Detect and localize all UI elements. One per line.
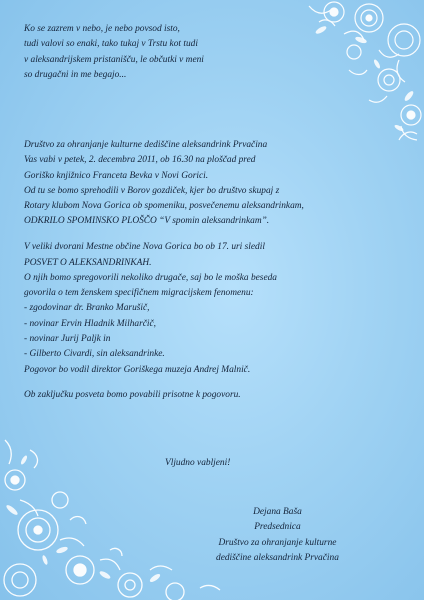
invitation-line: Društvo za ohranjanje kulturne dediščine aleksandrink Prvačina [24,140,268,150]
invitation-body [24,138,304,404]
poem-line: so drugačni in me begajo... [24,69,127,80]
invitation-line: govorila o tem ženskem specifičnem migracijskem fenomenu: [24,288,254,299]
signature-org: dediščine aleksandrink Prvačina [216,552,339,563]
invitation-line: POSVET O ALEKSANDRINKAH. [24,257,152,268]
opening-poem [24,22,204,83]
poem-line: Ko se zazrem v nebo, je nebo povsod isto, [24,24,180,34]
invitation-line: O njih bomo spregovorili nekoliko drugače, saj bo le moška beseda [24,272,277,283]
paragraph-gap [24,230,304,241]
invitation-line: Goriško knjižnico Franceta Bevka v Novi Gorici. [24,170,209,181]
closing-greeting: Vljudno vabljeni! [165,458,231,468]
invitation-line: - Gilberto Civardi, sin aleksandrinke. [24,349,165,360]
invitation-line: - novinar Ervin Hladnik Milharčič, [24,318,157,329]
poem-line: v aleksandrijskem pristanišču, le občutki v meni [24,54,204,65]
invitation-line: Vas vabi v petek, 2. decembra 2011, ob 16.30 na ploščad pred [24,155,256,166]
invitation-line: V veliki dvorani Mestne občine Nova Gorica bo ob 17. uri sledil [24,242,265,253]
paragraph-gap [24,378,304,389]
signature-name: Dejana Baša [253,507,302,517]
signature-role: Predsednica [254,522,301,533]
invitation-line: Pogovor bo vodil direktor Goriškega muzeja Andrej Malnič. [24,364,251,375]
floral-decoration-bottom-left [0,410,230,600]
signature-org: Društvo za ohranjanje kulturne [218,537,337,548]
invitation-line: Od tu se bomo sprehodili v Borov gozdiček, kjer bo društvo skupaj z [24,185,280,196]
invitation-line: Ob zaključku posveta bomo povabili prisotne k pogovoru. [24,390,241,401]
invitation-line: - novinar Jurij Paljk in [24,334,111,345]
signature-block [216,505,339,566]
floral-decoration-top-right [249,0,424,150]
invitation-line: ODKRILO SPOMINSKO PLOŠČO “V spomin aleksandrinkam”. [24,216,270,227]
invitation-line: Rotary klubom Nova Gorica ob spomeniku, posvečenemu aleksandrinkam, [24,201,304,212]
poem-line: tudi valovi so enaki, tako tukaj v Trstu kot tudi [24,39,198,50]
invitation-line: - zgodovinar dr. Branko Marušič, [24,303,150,314]
